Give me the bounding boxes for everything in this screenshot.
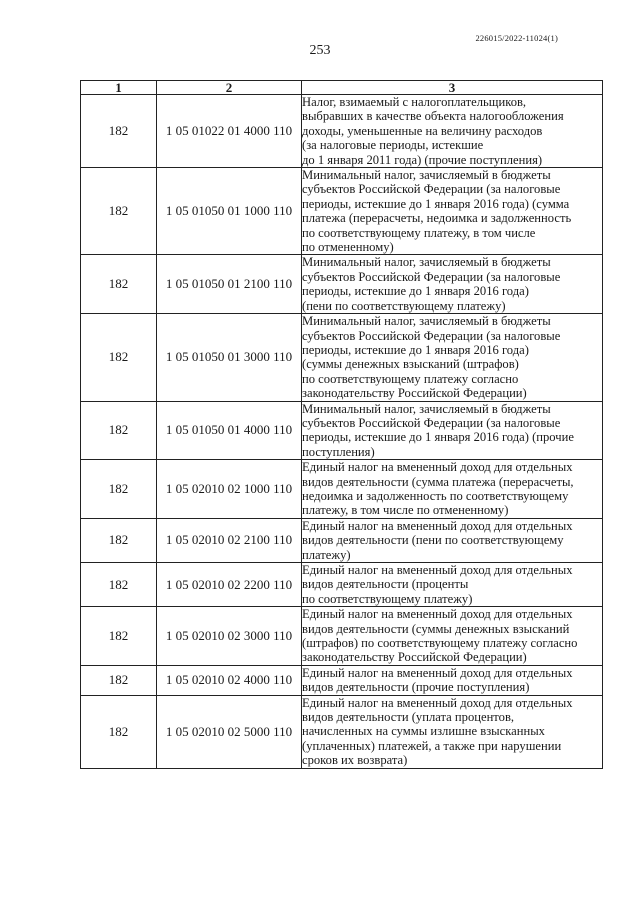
description-line: Единый налог на вмененный доход для отдельных	[302, 460, 573, 475]
description-line: законодательству Российской Федерации)	[302, 650, 527, 665]
description-line: Единый налог на вмененный доход для отдельных	[302, 607, 573, 622]
table-row	[81, 401, 603, 460]
description-line: по соответствующему платежу, в том числе	[302, 225, 536, 240]
description-line: периоды, истекшие до 1 января 2016 года)	[302, 284, 529, 299]
description-cell	[302, 607, 603, 666]
description-line: Единый налог на вмененный доход для отдельных	[302, 695, 573, 710]
column-header-1: 1	[81, 81, 157, 95]
budget-code-cell: 1 05 02010 02 4000 110	[157, 665, 302, 695]
description-line: периоды, истекшие до 1 января 2016 года) (прочие	[302, 430, 574, 445]
admin-code-cell: 182	[81, 314, 157, 401]
budget-code-cell: 1 05 02010 02 1000 110	[157, 460, 302, 519]
description-line: видов деятельности (проценты	[302, 577, 469, 592]
admin-code-cell: 182	[81, 460, 157, 519]
description-line: видов деятельности (сумма платежа (перерасчеты,	[302, 474, 574, 489]
description-line: выбравших в качестве объекта налогообложения	[302, 109, 564, 124]
description-line: недоимка и задолженность по соответствующему	[302, 488, 569, 503]
description-cell	[302, 314, 603, 401]
description-line: доходы, уменьшенные на величину расходов	[302, 123, 543, 138]
budget-code-cell: 1 05 02010 02 2200 110	[157, 563, 302, 607]
page-number: 253	[309, 43, 331, 58]
description-cell	[302, 695, 603, 768]
description-line: (за налоговые периоды, истекшие	[302, 138, 484, 153]
budget-code-cell: 1 05 02010 02 3000 110	[157, 607, 302, 666]
description-line: Налог, взимаемый с налогоплательщиков,	[302, 95, 527, 109]
admin-code-cell: 182	[81, 563, 157, 607]
description-line: субъектов Российской Федерации (за налоговые	[302, 269, 561, 284]
description-cell	[302, 401, 603, 460]
table-header-row	[81, 81, 603, 95]
description-line: видов деятельности (пени по соответствующему	[302, 533, 564, 548]
description-line: начисленных на суммы излишне взысканных	[302, 724, 545, 739]
admin-code-cell: 182	[81, 95, 157, 168]
admin-code-cell: 182	[81, 518, 157, 562]
budget-code-cell: 1 05 01050 01 3000 110	[157, 314, 302, 401]
description-line: Минимальный налог, зачисляемый в бюджеты	[302, 401, 551, 416]
description-line: Единый налог на вмененный доход для отдельных	[302, 518, 573, 533]
admin-code-cell: 182	[81, 401, 157, 460]
description-line: периоды, истекшие до 1 января 2016 года) (сумма	[302, 196, 570, 211]
budget-classification-table	[80, 80, 603, 769]
budget-code-cell: 1 05 01022 01 4000 110	[157, 95, 302, 168]
description-cell	[302, 518, 603, 562]
table-row	[81, 563, 603, 607]
description-line: по отмененному)	[302, 240, 394, 255]
description-line: субъектов Российской Федерации (за налоговые	[302, 182, 561, 197]
description-line: (штрафов) по соответствующему платежу согласно	[302, 636, 578, 651]
admin-code-cell: 182	[81, 168, 157, 255]
description-cell	[302, 168, 603, 255]
description-line: платежа (перерасчеты, недоимка и задолженность	[302, 211, 572, 226]
budget-code-cell: 1 05 02010 02 2100 110	[157, 518, 302, 562]
description-line: поступления)	[302, 444, 375, 459]
description-line: (пени по соответствующему платежу)	[302, 298, 506, 313]
description-line: субъектов Российской Федерации (за налоговые	[302, 415, 561, 430]
admin-code-cell: 182	[81, 255, 157, 314]
admin-code-cell: 182	[81, 607, 157, 666]
table-row	[81, 518, 603, 562]
document-registration-number: 226015/2022-11024(1)	[475, 33, 558, 43]
table-row	[81, 255, 603, 314]
budget-code-cell: 1 05 01050 01 2100 110	[157, 255, 302, 314]
description-line: видов деятельности (суммы денежных взысканий	[302, 621, 570, 636]
table-row	[81, 314, 603, 401]
description-line: Единый налог на вмененный доход для отдельных	[302, 563, 573, 577]
column-header-3: 3	[302, 81, 603, 95]
budget-code-cell: 1 05 01050 01 1000 110	[157, 168, 302, 255]
description-line: Минимальный налог, зачисляемый в бюджеты	[302, 168, 551, 183]
description-line: видов деятельности (уплата процентов,	[302, 710, 515, 725]
description-cell	[302, 255, 603, 314]
table-row	[81, 460, 603, 519]
description-line: до 1 января 2011 года) (прочие поступления)	[302, 152, 543, 167]
table-row	[81, 695, 603, 768]
description-line: (суммы денежных взысканий (штрафов)	[302, 357, 519, 372]
table-row	[81, 665, 603, 695]
table-body	[81, 95, 603, 769]
budget-code-cell: 1 05 02010 02 5000 110	[157, 695, 302, 768]
description-cell	[302, 563, 603, 607]
description-cell	[302, 95, 603, 168]
description-line: платежу)	[302, 547, 351, 562]
description-line: субъектов Российской Федерации (за налоговые	[302, 328, 561, 343]
description-line: Единый налог на вмененный доход для отдельных	[302, 665, 573, 680]
description-line: Минимальный налог, зачисляемый в бюджеты	[302, 314, 551, 329]
admin-code-cell: 182	[81, 695, 157, 768]
column-header-2: 2	[157, 81, 302, 95]
description-line: платежу, в том числе по отмененному)	[302, 503, 509, 518]
description-line: периоды, истекшие до 1 января 2016 года)	[302, 342, 529, 357]
description-line: (уплаченных) платежей, а также при нарушении	[302, 738, 562, 753]
description-line: по соответствующему платежу)	[302, 591, 473, 606]
admin-code-cell: 182	[81, 665, 157, 695]
description-cell	[302, 665, 603, 695]
table-row	[81, 168, 603, 255]
table-row	[81, 607, 603, 666]
description-line: видов деятельности (прочие поступления)	[302, 680, 530, 695]
description-line: по соответствующему платежу согласно	[302, 371, 519, 386]
table-row	[81, 95, 603, 168]
budget-code-cell: 1 05 01050 01 4000 110	[157, 401, 302, 460]
description-line: Минимальный налог, зачисляемый в бюджеты	[302, 255, 551, 270]
description-line: законодательству Российской Федерации)	[302, 386, 527, 401]
description-line: сроков их возврата)	[302, 753, 408, 768]
description-cell	[302, 460, 603, 519]
